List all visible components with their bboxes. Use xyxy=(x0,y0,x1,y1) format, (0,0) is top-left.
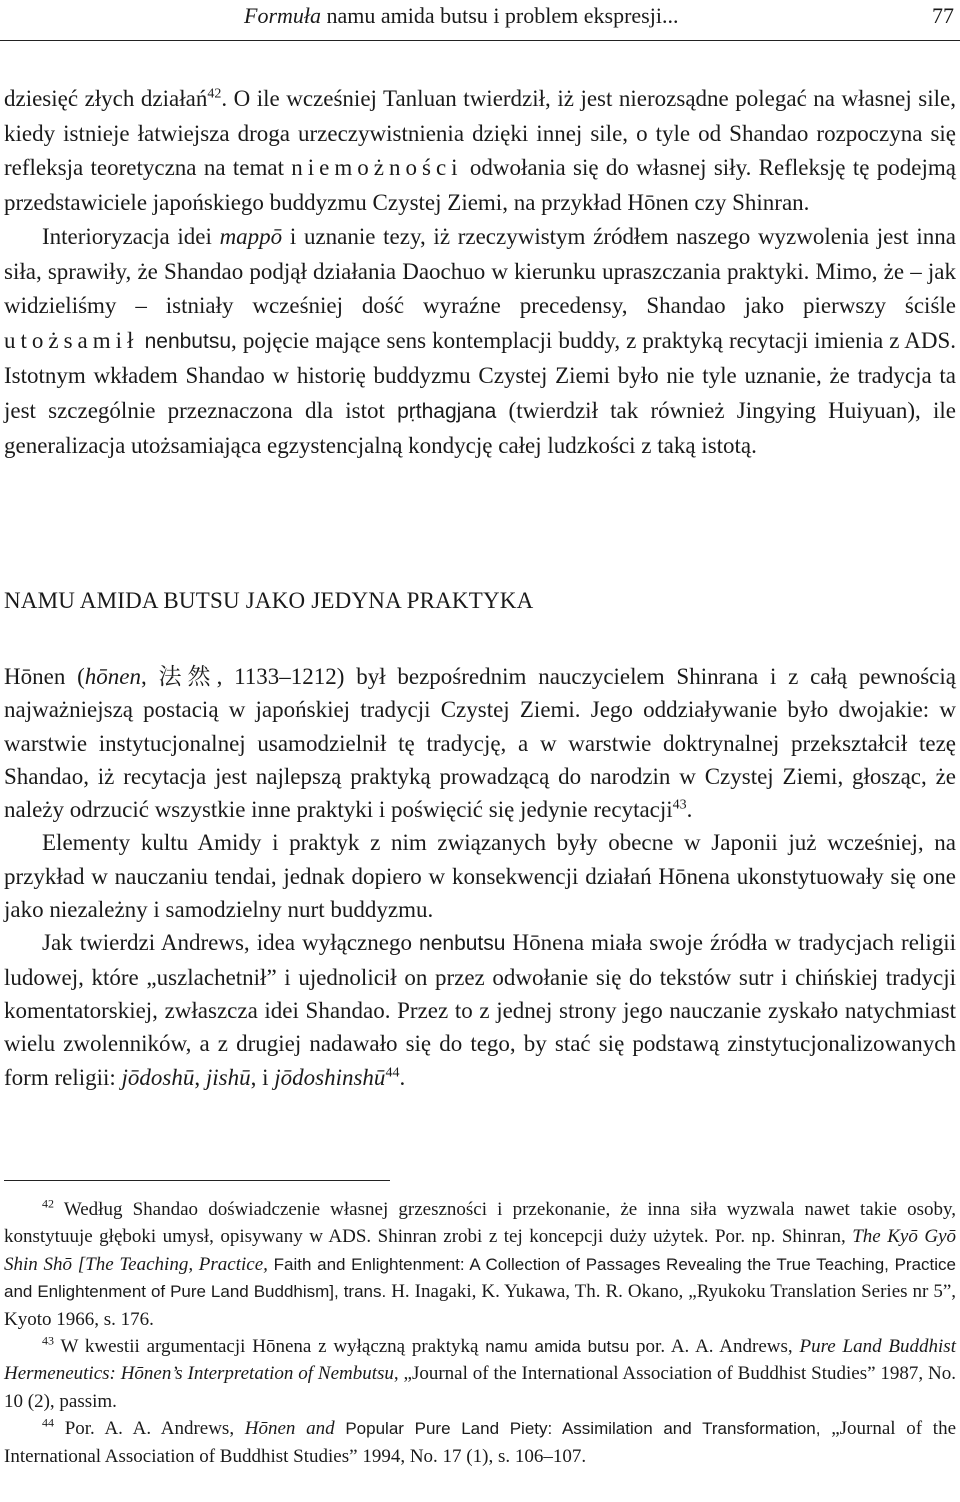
paragraph: Hōnen (hōnen, 法然, 1133–1212) był bezpośrednim nauczycielem Shinrana i z całą pewnością najważniejszą postacią w japońskiej tradycji Czystej Ziemi. Jego oddziaływanie było dwojakie: w warstwie instytucjonalnej usamodzielnił tę tradycję, a w warstwie doktrynalnej przekształcił tezę Shandao, iż recytacja jest najlepszą praktyką prowadzącą do narodzin w Czystej Ziemi, głosząc, że należy odrzucić wszystkie inne praktyki i poświęcić się jedynie recytacji$^{43}$. xyxy=(4,664,956,823)
footnote-ref: 44 xyxy=(385,1064,400,1080)
paragraph: Interioryzacja idei mappō i uznanie tezy, iż rzeczywistym źródłem naszego wyzwolenia jest inna siła, sprawiły, że Shandao podjął działania Daochuo w kierunku upraszczania praktyki. Mimo, że – jak widzieliśmy – istniały wcześniej dość wyraźne precedensy, Shandao jako pierwszy ściśle utożsamił nenbutsu, pojęcie mające sens kontemplacji buddy, z praktyką recytacji imienia z ADS. Istotnym wkładem Shandao w historię buddyzmu Czystej Ziemi było nie tyle uznanie, że tradycja ta jest szczególnie przeznaczona dla istot pṛthagjana (twierdził tak również Jingying Huiyuan), ile generalizacja utożsamiająca egzystencjalną kondycję całej ludzkości z taką istotą. xyxy=(4,224,957,458)
body-section-2 xyxy=(4,660,956,1094)
paragraph: dziesięć złych działań$^{42}$. O ile wcześniej Tanluan twierdził, iż jest nierozsądne polegać na własnej sile, kiedy istnieje łatwiejsza droga urzeczywistnienia dzięki innej sile, o tyle od Shandao rozpoczyna się refleksja teoretyczna na temat niemożności odwołania się do własnej siły. Refleksję tę podejmą przedstawiciele japońskiego buddyzmu Czystej Ziemi, na przykład Hōnen czy Shinran. xyxy=(4,86,956,215)
page-number: 77 xyxy=(932,3,954,28)
section-heading: NAMU AMIDA BUTSU JAKO JEDYNA PRAKTYKA xyxy=(4,588,534,613)
footnote-43: $^{43}$ W kwestii argumentacji Hōnena z wyłączną praktyką namu amida butsu por. A. A. Andrews, Pure Land Buddhist Hermeneutics: Hōnen’s Interpretation of Nembutsu, „Journal of the International Association of Buddhist Studies” 1987, No. 10 (2), passim. xyxy=(4,1333,956,1412)
footnote-44: $^{44}$ Por. A. A. Andrews, Hōnen and Popular Pure Land Piety: Assimilation and Transformation, „Journal of the International Association of Buddhist Studies” 1994, No. 17 (1), s. 106–107. xyxy=(4,1415,957,1467)
running-title: Formuła namu amida butsu i problem ekspresji... xyxy=(244,3,679,28)
paragraph: Jak twierdzi Andrews, idea wyłącznego nenbutsu Hōnena miała swoje źródła w tradycjach religii ludowej, które „uszlachetnił” i ujednolicił on przez odwołanie się do tekstów sutr i chińskiej tradycji komentatorskiej, zwłaszcza idei Shandao. Przez to z jednej strony jego nauczanie zyskało natychmiast wielu zwolenników, a z drugiej nadawało się do tego, by stać się podstawą zinstytucjonalizowanych form religii: jōdoshū, jishū, i jōdoshinshū$^{44}$. xyxy=(4,930,956,1090)
footnotes xyxy=(4,1196,956,1470)
footnote-42: $^{42}$ Według Shandao doświadczenie własnej grzeszności i przekonanie, że inna siła wyzwala nawet takie osoby, konstytuuje głęboki umysł, opisywany w ADS. Shinran zrobi z tej koncepcji duży użytek. Por. np. Shinran, The Kyō Gyō Shin Shō [The Teaching, Practice, Faith and Enlightenment: A Collection of Passages Revealing the True Teaching, Practice and Enlightenment of Pure Land Buddhism], trans. H. Inagaki, K. Yukawa, Th. R. Okano, „Ryukoku Translation Series nr 5”, Kyoto 1966, s. 176. xyxy=(4,1196,956,1330)
footnote-ref: 42 xyxy=(207,86,222,102)
running-header xyxy=(0,0,960,41)
footnote-ref: 43 xyxy=(672,797,687,813)
body-section-1 xyxy=(4,82,956,464)
footnote-divider xyxy=(4,1180,390,1181)
paragraph: Elementy kultu Amidy i praktyk z nim związanych były obecne w Japonii już wcześniej, na przykład w nauczaniu tendai, jednak dopiero w konsekwencji działań Hōnena ukonstytuowały się one jako niezależny i samodzielny nurt buddyzmu. xyxy=(4,830,956,923)
